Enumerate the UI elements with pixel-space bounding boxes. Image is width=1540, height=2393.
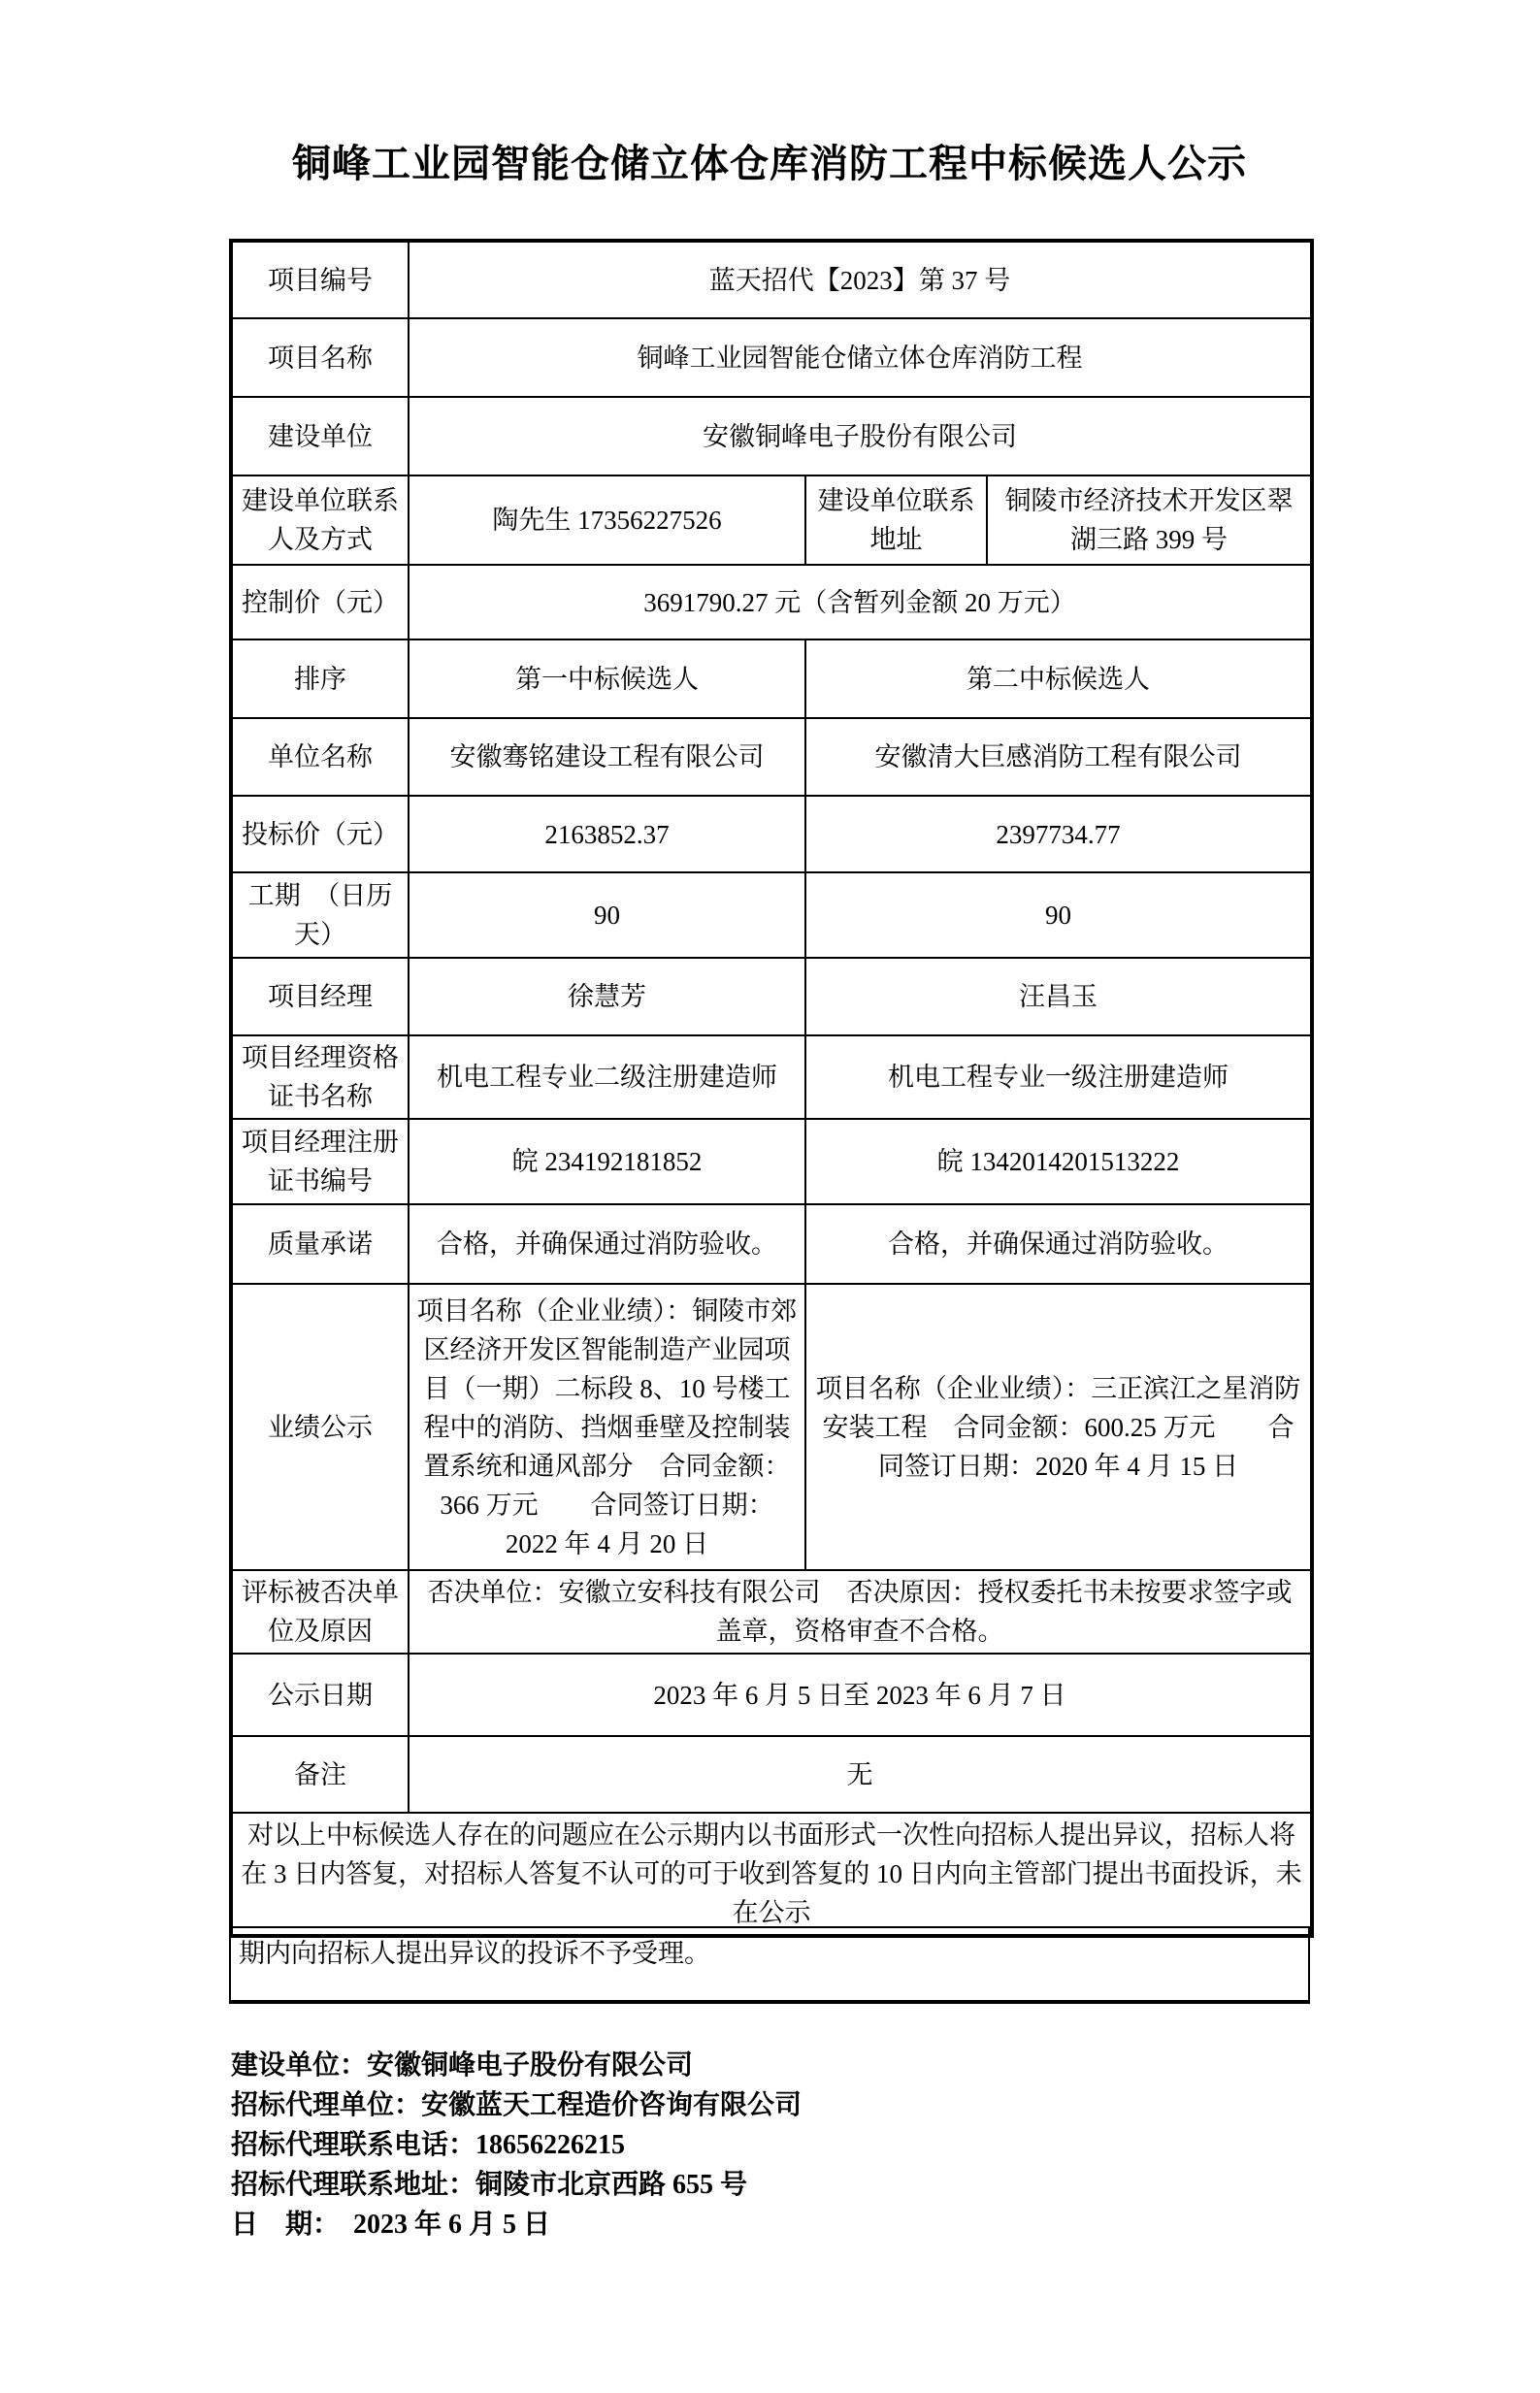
row-company-name xyxy=(231,718,1312,796)
row-label: 控制价（元） xyxy=(231,565,409,639)
row-value: 3691790.27 元（含暂列金额 20 万元） xyxy=(409,565,1312,639)
row-value: 无 xyxy=(409,1736,1312,1813)
row-value: 2023 年 6 月 5 日至 2023 年 6 月 7 日 xyxy=(409,1654,1312,1736)
candidate1-cell: 徐慧芳 xyxy=(409,958,805,1035)
candidate2-cell: 2397734.77 xyxy=(805,796,1312,872)
row-owner-contact xyxy=(231,475,1312,565)
row-project-manager xyxy=(231,958,1312,1035)
row-label: 项目经理 xyxy=(231,958,409,1035)
row-value: 蓝天招代【2023】第 37 号 xyxy=(409,241,1312,318)
candidate1-cell: 机电工程专业二级注册建造师 xyxy=(409,1035,805,1119)
footer-agency-address: 招标代理联系地址：铜陵市北京西路 655 号 xyxy=(231,2170,748,2200)
row-label: 排序 xyxy=(231,639,409,718)
row-project-number xyxy=(231,241,1312,318)
row-objection-note xyxy=(231,1813,1312,1936)
owner-address-value: 铜陵市经济技术开发区翠湖三路 399 号 xyxy=(987,475,1312,565)
row-value: 安徽铜峰电子股份有限公司 xyxy=(409,397,1312,475)
candidate2-cell: 安徽清大巨感消防工程有限公司 xyxy=(805,718,1312,796)
row-label: 单位名称 xyxy=(231,718,409,796)
footer-block xyxy=(231,2046,1312,2245)
owner-address-label: 建设单位联系地址 xyxy=(805,475,987,565)
row-owner-unit xyxy=(231,397,1312,475)
row-bid-price xyxy=(231,796,1312,872)
footer-owner-unit: 建设单位：安徽铜峰电子股份有限公司 xyxy=(231,2050,694,2081)
row-label: 项目名称 xyxy=(231,318,409,397)
row-publicity-date xyxy=(231,1654,1312,1736)
row-label: 备注 xyxy=(231,1736,409,1813)
bid-announcement-table xyxy=(229,239,1314,1938)
candidate1-cell: 90 xyxy=(409,872,805,958)
objection-note-text: 对以上中标候选人存在的问题应在公示期内以书面形式一次性向招标人提出异议，招标人将在 3 日内答复，对招标人答复不认可的可于收到答复的 10 日内向主管部门提出书面投诉，未在公示 xyxy=(231,1813,1312,1936)
footer-date: 日 期： 2023 年 6 月 5 日 xyxy=(231,2210,551,2240)
row-label: 质量承诺 xyxy=(231,1204,409,1284)
row-manager-certificate-number xyxy=(231,1119,1312,1204)
row-quality-commitment xyxy=(231,1204,1312,1284)
row-control-price xyxy=(231,565,1312,639)
row-value: 铜峰工业园智能仓储立体仓库消防工程 xyxy=(409,318,1312,397)
footer-agency-unit: 招标代理单位：安徽蓝天工程造价咨询有限公司 xyxy=(231,2090,803,2120)
row-label: 公示日期 xyxy=(231,1654,409,1736)
row-label: 工期 （日历天） xyxy=(231,872,409,958)
row-label: 建设单位联系人及方式 xyxy=(231,475,409,565)
continuation-text: 期内向招标人提出异议的投诉不予受理。 xyxy=(239,1939,710,1968)
table-continuation-box xyxy=(229,1926,1310,2004)
row-label: 项目经理注册证书编号 xyxy=(231,1119,409,1204)
row-ranking xyxy=(231,639,1312,718)
candidate2-cell: 汪昌玉 xyxy=(805,958,1312,1035)
row-label: 业绩公示 xyxy=(231,1284,409,1570)
candidate1-cell: 安徽骞铭建设工程有限公司 xyxy=(409,718,805,796)
row-label: 项目经理资格证书名称 xyxy=(231,1035,409,1119)
row-label: 投标价（元） xyxy=(231,796,409,872)
row-project-name xyxy=(231,318,1312,397)
candidate2-cell: 90 xyxy=(805,872,1312,958)
row-duration xyxy=(231,872,1312,958)
row-label: 建设单位 xyxy=(231,397,409,475)
candidate2-performance: 项目名称（企业业绩）：三正滨江之星消防安装工程 合同金额：600.25 万元 合同签订日期：2020 年 4 月 15 日 xyxy=(805,1284,1312,1570)
candidate1-cell: 2163852.37 xyxy=(409,796,805,872)
row-rejected-bidders xyxy=(231,1570,1312,1654)
row-remarks xyxy=(231,1736,1312,1813)
candidate2-cell: 合格，并确保通过消防验收。 xyxy=(805,1204,1312,1284)
candidate1-cell: 皖 234192181852 xyxy=(409,1119,805,1204)
candidate2-cell: 皖 1342014201513222 xyxy=(805,1119,1312,1204)
footer-agency-phone: 招标代理联系电话：18656226215 xyxy=(231,2130,626,2160)
row-label: 评标被否决单位及原因 xyxy=(231,1570,409,1654)
row-manager-certificate-name xyxy=(231,1035,1312,1119)
candidate1-cell: 合格，并确保通过消防验收。 xyxy=(409,1204,805,1284)
candidate1-performance: 项目名称（企业业绩）：铜陵市郊区经济开发区智能制造产业园项目（一期）二标段 8、10 号楼工程中的消防、挡烟垂壁及控制装置系统和通风部分 合同金额：366 万元 合同签订日期：2022 年 4 月 20 日 xyxy=(409,1284,805,1570)
row-value: 否决单位：安徽立安科技有限公司 否决原因：授权委托书未按要求签字或盖章，资格审查不合格。 xyxy=(409,1570,1312,1654)
owner-contact-value: 陶先生 17356227526 xyxy=(409,475,805,565)
candidate2-cell: 第二中标候选人 xyxy=(805,639,1312,718)
candidate1-cell: 第一中标候选人 xyxy=(409,639,805,718)
page-title: 铜峰工业园智能仓储立体仓库消防工程中标候选人公示 xyxy=(292,142,1247,185)
row-performance xyxy=(231,1284,1312,1570)
row-label: 项目编号 xyxy=(231,241,409,318)
candidate2-cell: 机电工程专业一级注册建造师 xyxy=(805,1035,1312,1119)
